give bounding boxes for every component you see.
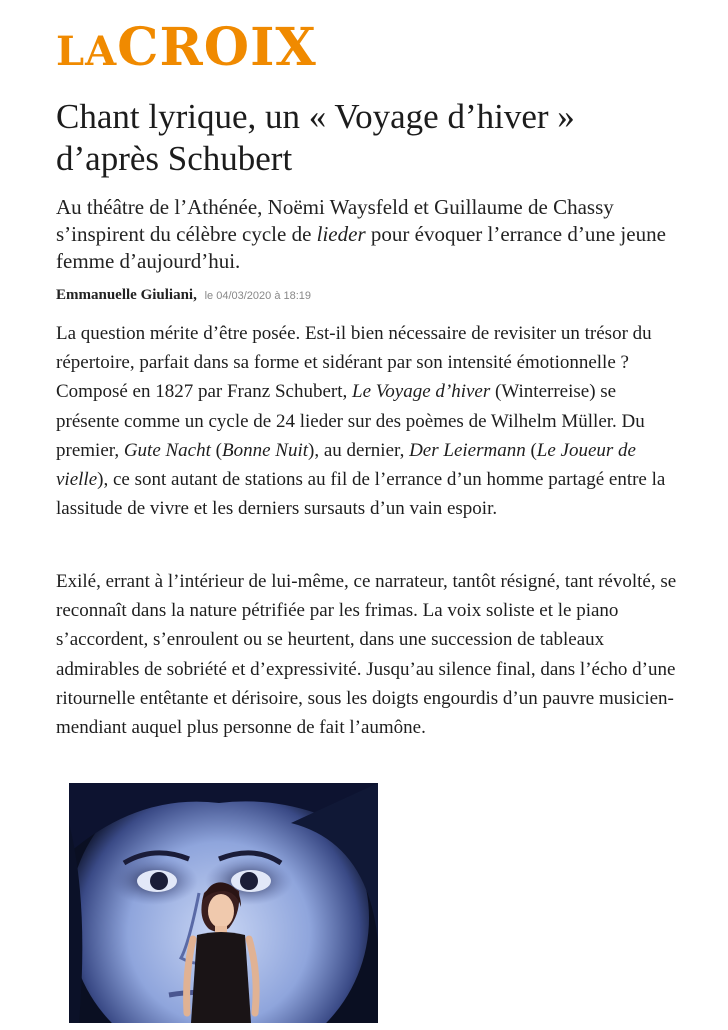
p1-text-2: (Winterreise) se présente comme un cycle de 24 lieder sur des poèmes de Wilhelm Müller. Du premier, bbox=[56, 381, 645, 461]
logo-part-croix: CROIX bbox=[117, 17, 317, 78]
la-croix-logo[interactable] bbox=[56, 17, 317, 78]
byline bbox=[56, 287, 676, 304]
p1-text-4: ), au dernier, bbox=[308, 439, 410, 461]
p1-italic-leiermann: Der Leiermann bbox=[409, 439, 526, 461]
p1-text-3: ( bbox=[210, 439, 222, 461]
article-photo[interactable] bbox=[69, 783, 378, 1023]
lead-italic-lieder: lieder bbox=[316, 222, 366, 246]
article-title: Chant lyrique, un « Voyage d’hiver » d’après Schubert bbox=[56, 97, 575, 178]
p1-italic-bonne-nuit: Bonne Nuit bbox=[221, 439, 309, 461]
p1-text-6: ), ce sont autant de stations au fil de l’errance d’un homme partagé entre la lassitude de vivre et les derniers sursauts d’un vain espoir. bbox=[56, 469, 666, 520]
p1-text-1: La question mérite d’être posée. Est-il bien nécessaire de revisiter un trésor du répertoire, parfait dans sa forme et sidérant par son intensité émotionnelle ? Composé en 1827 par Franz Schubert, bbox=[56, 323, 652, 403]
p1-italic-voyage: Le Voyage d’hiver bbox=[352, 381, 491, 403]
lead-text-2: pour évoquer l’errance d’une jeune femme d’aujourd’hui. bbox=[56, 222, 666, 273]
publish-date: le 04/03/2020 à 18:19 bbox=[204, 290, 312, 302]
logo-part-la: LA bbox=[56, 28, 118, 75]
p1-italic-gute-nacht: Gute Nacht bbox=[123, 439, 211, 461]
stage-photo-illustration bbox=[69, 783, 378, 1023]
author-name[interactable]: Emmanuelle Giuliani, bbox=[56, 287, 197, 303]
article-paragraph-1 bbox=[56, 319, 681, 523]
lead-text-1: Au théâtre de l’Athénée, Noëmi Waysfeld et Guillaume de Chassy s’inspirent du célèbre cycle de bbox=[56, 195, 614, 246]
article-lead bbox=[56, 194, 676, 275]
p1-text-5: ( bbox=[525, 439, 537, 461]
p1-italic-joueur: Le Joueur de vielle bbox=[56, 439, 636, 491]
article-paragraph-2: Exilé, errant à l’intérieur de lui-même, ce narrateur, tantôt résigné, tant révolté, se reconnaît dans la nature pétrifiée par les frimas. La voix soliste et le piano s’accordent, s’enroulent ou se heurtent, dans une succession de tableaux admirables de sobriété et d’expressivité. Jusqu’au silence final, dans l’écho d’une ritournelle entêtante et dérisoire, sous les doigts engourdis d’un pauvre musicien-mendiant auquel plus personne de fait l’aumône. bbox=[56, 571, 677, 739]
